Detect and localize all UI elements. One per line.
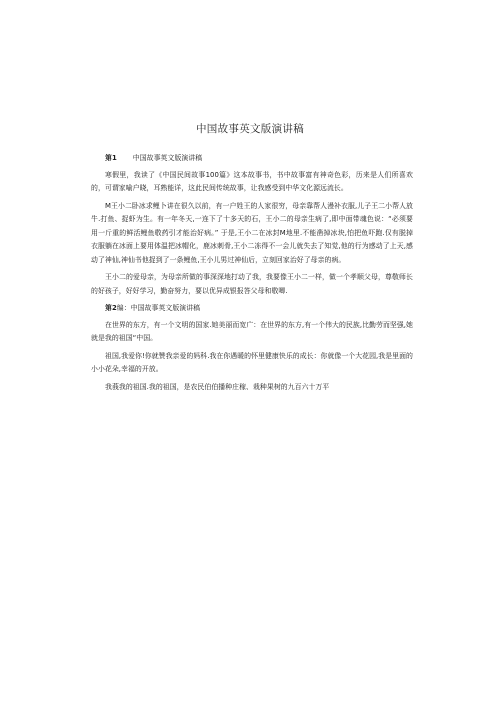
- section-2-number: 第2: [105, 304, 117, 312]
- page-title: 中国故事英文版演讲稿: [196, 123, 304, 135]
- section-1-number: 第1: [105, 154, 117, 162]
- paragraph: 我莪我的祖国.我的祖国，是农民伯伯播种庄稼、栽种果树的九百六十万平: [105, 382, 330, 391]
- document-body: [91, 152, 413, 398]
- paragraph: 寒假里，我读了《中国民间故事100篇》这本故事书，书中故事富有神奇色彩，历来是人们所喜欢的，可谓家喻户晓，耳熟能详，这此民间传统故事，让我感受到中华文化源远流长。: [91, 170, 413, 192]
- paragraph: 在世界的东方，有一个文明的国家.她美丽而宽广：在世界的东方,有一个伟大的民族,比勤劳而坚强,她就是我的祖国“中国。: [91, 320, 413, 342]
- section-2-title: 编：中国故事英文版演讲稿: [116, 304, 201, 312]
- paragraph: 祖国,我爱你!你就赞我亲爱的妈科.我在你遇暖的怀里健康快乐的成长：你就像一个大花园,我是里面的小小花朵,幸福的开放。: [91, 351, 413, 373]
- section-1-title: 中国故事英文版演讲稿: [132, 154, 203, 162]
- section-2-heading: [91, 302, 413, 316]
- paragraph: M王小二卧冰求鲤卜讲在很久以前，有一户姓王的人家很穷，母亲靠帮人漫补衣服,儿子王二小帮人放牛.打鱼、捉虾为生。有一年冬天,一连下了十多天的石，王小二的母亲生病了,即中面带魂色说：“必须要用一斤重的鲜活鲤鱼敬药引才能治好病。” 于是,王小二在冰封M地里.不能凿掉冰块,怕把鱼吓跑.仅有脱掉衣服躺在冰面上要用体温把冰帽化，鹿冰刺骨,王小二冻得不一会儿就失去了知觉,他的行为感动了上天,感动了神仙,神仙书他捉到了一条鲤鱼,王小儿男过神仙后，立刻回家治好了母亲的病。: [91, 201, 413, 264]
- paragraph: 王小二的爱母亲，为母亲所做的事深深地打动了我，我要像王小二一样，做一个孝顺父母，尊敬师长的好孩子，好好学习，勤奋努力，要以优异成银报答父母和敬唧.: [91, 273, 413, 295]
- section-1-heading: [91, 152, 413, 166]
